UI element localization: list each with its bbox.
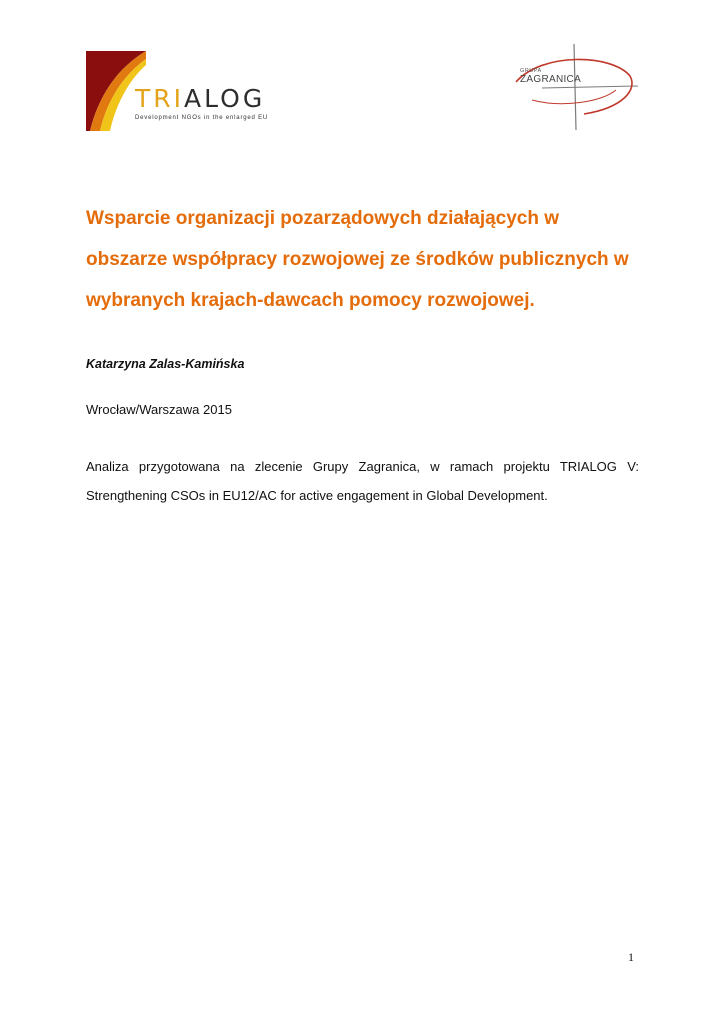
place-date: Wrocław/Warszawa 2015 [86, 402, 232, 417]
grupa-label: GRUPA [520, 68, 542, 74]
zagranica-label: ZAGRANICA [520, 74, 582, 85]
trialog-logo [86, 51, 272, 131]
description-line: Strengthening CSOs in EU12/AC for active engagement in Global Development. [86, 488, 548, 503]
description-paragraph [86, 452, 639, 510]
title-line: Wsparcie organizacji pozarządowych działających w [86, 208, 560, 229]
grupa-zagranica-graphic [512, 42, 642, 132]
author-name: Katarzyna Zalas-Kamińska [86, 357, 245, 371]
trialog-wordmark: TRIALOG [135, 84, 266, 113]
grupa-zagranica-logo [512, 42, 642, 132]
document-title [86, 198, 646, 321]
title-line: wybranych krajach-dawcach pomocy rozwojowej. [86, 290, 535, 311]
description-line: Analiza przygotowana na zlecenie Grupy Zagranica, w ramach projektu TRIALOG V: [86, 459, 639, 474]
page-number: 1 [628, 950, 634, 964]
title-line: obszarze współpracy rozwojowej ze środków publicznych w [86, 249, 629, 270]
trialog-tagline: Development NGOs in the enlarged EU [135, 115, 269, 121]
